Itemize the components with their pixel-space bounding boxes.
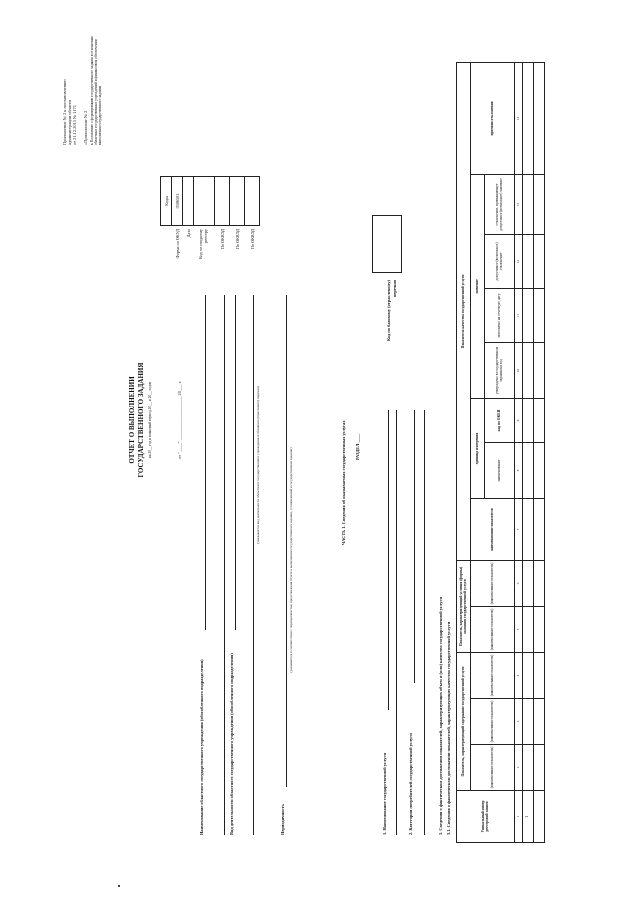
consumers-line-2 bbox=[424, 410, 425, 835]
table-cell bbox=[534, 62, 545, 174]
th-sub-5: (наименование показателя) bbox=[471, 561, 515, 607]
th-unit-code: код по ОКЕИ bbox=[485, 399, 515, 443]
table-cell bbox=[534, 607, 545, 653]
service-name-line bbox=[388, 410, 389, 710]
codes-table bbox=[160, 176, 260, 265]
institution-line bbox=[205, 295, 206, 630]
table-cell bbox=[534, 745, 545, 791]
service-name-line-2 bbox=[396, 410, 397, 835]
institution-label: Наименование областного государственного учреждения (обособленного подразделения) bbox=[199, 659, 204, 835]
scan-speck bbox=[118, 885, 120, 887]
table-cell bbox=[523, 443, 534, 499]
table-cell bbox=[523, 499, 534, 561]
col-number: 12 bbox=[515, 235, 523, 289]
th-sub-4: (наименование показателя) bbox=[471, 607, 515, 653]
col-number: 2 bbox=[515, 745, 523, 791]
table-cell bbox=[534, 791, 545, 843]
th-deviation: отклонение, превышающее допустимое (возможное) значение bbox=[485, 175, 515, 235]
appendix-line: администрации области bbox=[67, 100, 72, 145]
report-date: от "____" ____________________ 20___ г. bbox=[177, 380, 182, 460]
table-cell bbox=[523, 745, 534, 791]
institution-line-2 bbox=[224, 295, 225, 835]
part1-title: ЧАСТЬ 1. Сведения об оказываемых государственных услугах bbox=[341, 420, 346, 545]
col-number: 4 bbox=[515, 653, 523, 699]
col-number: 6 bbox=[515, 561, 523, 607]
codes-label: По ОКВЭД bbox=[249, 229, 255, 250]
appendix-line: от 21.12.2015 № 1171 bbox=[72, 105, 77, 145]
base-code-box bbox=[372, 215, 402, 273]
th-executed: исполнено на отчетную дату bbox=[485, 289, 515, 343]
item3-label: 3. Сведения о фактическом достижении показателей, характеризующих объем и (или) качество государственной услуги bbox=[438, 597, 443, 835]
activity-label: Вид деятельности областного государственного учреждения (обособленного подразделения) bbox=[229, 653, 234, 835]
th-allowed: допустимое (возможное) отклонение bbox=[485, 235, 515, 289]
service-name-label: 1. Наименование государственной услуги bbox=[382, 752, 387, 835]
quality-indicators-table bbox=[456, 62, 545, 843]
table-cell bbox=[534, 343, 545, 399]
codes-value: 0506501 bbox=[172, 177, 183, 226]
th-unique-number: Уникальный номер реестровой записи bbox=[457, 791, 515, 843]
table-cell bbox=[534, 699, 545, 745]
appendix-line: Приложение № 2 к постановлению bbox=[62, 79, 67, 145]
th-content: Показатель, характеризующий содержание государственной услуги bbox=[457, 653, 471, 791]
base-code-label: Код по базовому (отраслевому) перечню bbox=[386, 280, 398, 342]
col-number: 13 bbox=[515, 175, 523, 235]
codes-value bbox=[215, 177, 230, 226]
table-cell bbox=[523, 235, 534, 289]
table-row bbox=[534, 62, 545, 842]
th-reason: причина отклонения bbox=[471, 62, 515, 174]
table-cell bbox=[534, 561, 545, 607]
activity-caption: (указывается вид деятельности областного государственного учреждения из базового (отраслевого) перечня) bbox=[256, 386, 260, 544]
table-cell bbox=[523, 399, 534, 443]
periodicity-label: Периодичность bbox=[280, 804, 285, 835]
codes-label: Форма по ОКУД bbox=[174, 229, 180, 259]
appendix-block bbox=[62, 5, 102, 145]
th-approved: утверждено в государственном задании на год bbox=[485, 343, 515, 399]
th-indicator-name: наименование показателя bbox=[471, 499, 515, 561]
th-sub-3: (наименование показателя) bbox=[471, 653, 515, 699]
col-number: 10 bbox=[515, 343, 523, 399]
report-title-line2: ГОСУДАРСТВЕННОГО ЗАДАНИЯ bbox=[137, 362, 145, 478]
table-cell bbox=[523, 561, 534, 607]
th-quality: Показатель качества государственной услуги bbox=[457, 62, 471, 560]
codes-value bbox=[183, 177, 194, 226]
col-number: 5 bbox=[515, 607, 523, 653]
report-period: на 20__ год и плановый период 20__ и 20__ годов bbox=[148, 381, 152, 459]
table-cell: 1 bbox=[523, 791, 534, 843]
codes-label: Дата bbox=[185, 229, 191, 238]
table-cell bbox=[534, 399, 545, 443]
col-number: 9 bbox=[515, 399, 523, 443]
codes-value bbox=[194, 177, 215, 226]
codes-label: По ОКВЭД bbox=[234, 229, 240, 250]
periodicity-line bbox=[286, 295, 287, 787]
report-title-line1: ОТЧЕТ О ВЫПОЛНЕНИИ bbox=[128, 376, 136, 464]
appendix-line: к Положению о формировании государственного задания в отношении bbox=[90, 36, 94, 145]
codes-value bbox=[245, 177, 260, 226]
col-number: 14 bbox=[515, 62, 523, 174]
col-number: 7 bbox=[515, 499, 523, 561]
table-cell bbox=[523, 289, 534, 343]
col-number: 3 bbox=[515, 699, 523, 745]
col-number: 1 bbox=[515, 791, 523, 843]
th-unit-name: наименование bbox=[485, 443, 515, 499]
table-cell bbox=[534, 235, 545, 289]
appendix-line: областных государственных учреждений и финансовом обеспечении bbox=[94, 39, 98, 145]
col-number: 8 bbox=[515, 443, 523, 499]
activity-line bbox=[235, 295, 236, 630]
codes-label: По ОКВЭД bbox=[219, 229, 225, 250]
codes-label: Код по сводному реестру bbox=[198, 229, 208, 260]
table-cell bbox=[534, 175, 545, 235]
activity-line-2 bbox=[253, 295, 254, 835]
th-sub-2: (наименование показателя) bbox=[471, 699, 515, 745]
consumers-label: 2. Категории потребителей государственной услуги bbox=[408, 733, 413, 835]
th-conditions: Показатель, характеризующий условия (формы) оказания государственной услуги bbox=[457, 561, 471, 653]
table-cell bbox=[534, 443, 545, 499]
th-unit: единица измерения bbox=[471, 399, 485, 499]
table-cell bbox=[523, 343, 534, 399]
table-cell bbox=[523, 653, 534, 699]
consumers-line bbox=[414, 410, 415, 683]
table-cell bbox=[523, 699, 534, 745]
th-value: значение bbox=[471, 175, 485, 399]
col-number: 11 bbox=[515, 289, 523, 343]
table-cell bbox=[534, 499, 545, 561]
table-row bbox=[523, 62, 534, 842]
appendix-line: выполнения государственного задания bbox=[98, 85, 102, 145]
appendix-line: «Приложение № 2 bbox=[83, 110, 88, 145]
table-cell bbox=[523, 607, 534, 653]
table-cell bbox=[523, 62, 534, 174]
th-sub-1: (наименование показателя) bbox=[471, 745, 515, 791]
table-cell bbox=[534, 289, 545, 343]
codes-header: Коды bbox=[161, 177, 172, 226]
periodicity-caption: (указывается в соответствии с периодичностью представления отчета о выполнении государственного задания, установленной в государственном задании) bbox=[289, 447, 293, 673]
table-cell bbox=[534, 653, 545, 699]
item31-label: 3.1. Сведения о фактическом достижении показателей, характеризующих качество государственной услуги bbox=[446, 621, 451, 835]
section-title: РАЗДЕЛ ____ bbox=[355, 433, 360, 460]
table-cell bbox=[523, 175, 534, 235]
codes-value bbox=[230, 177, 245, 226]
